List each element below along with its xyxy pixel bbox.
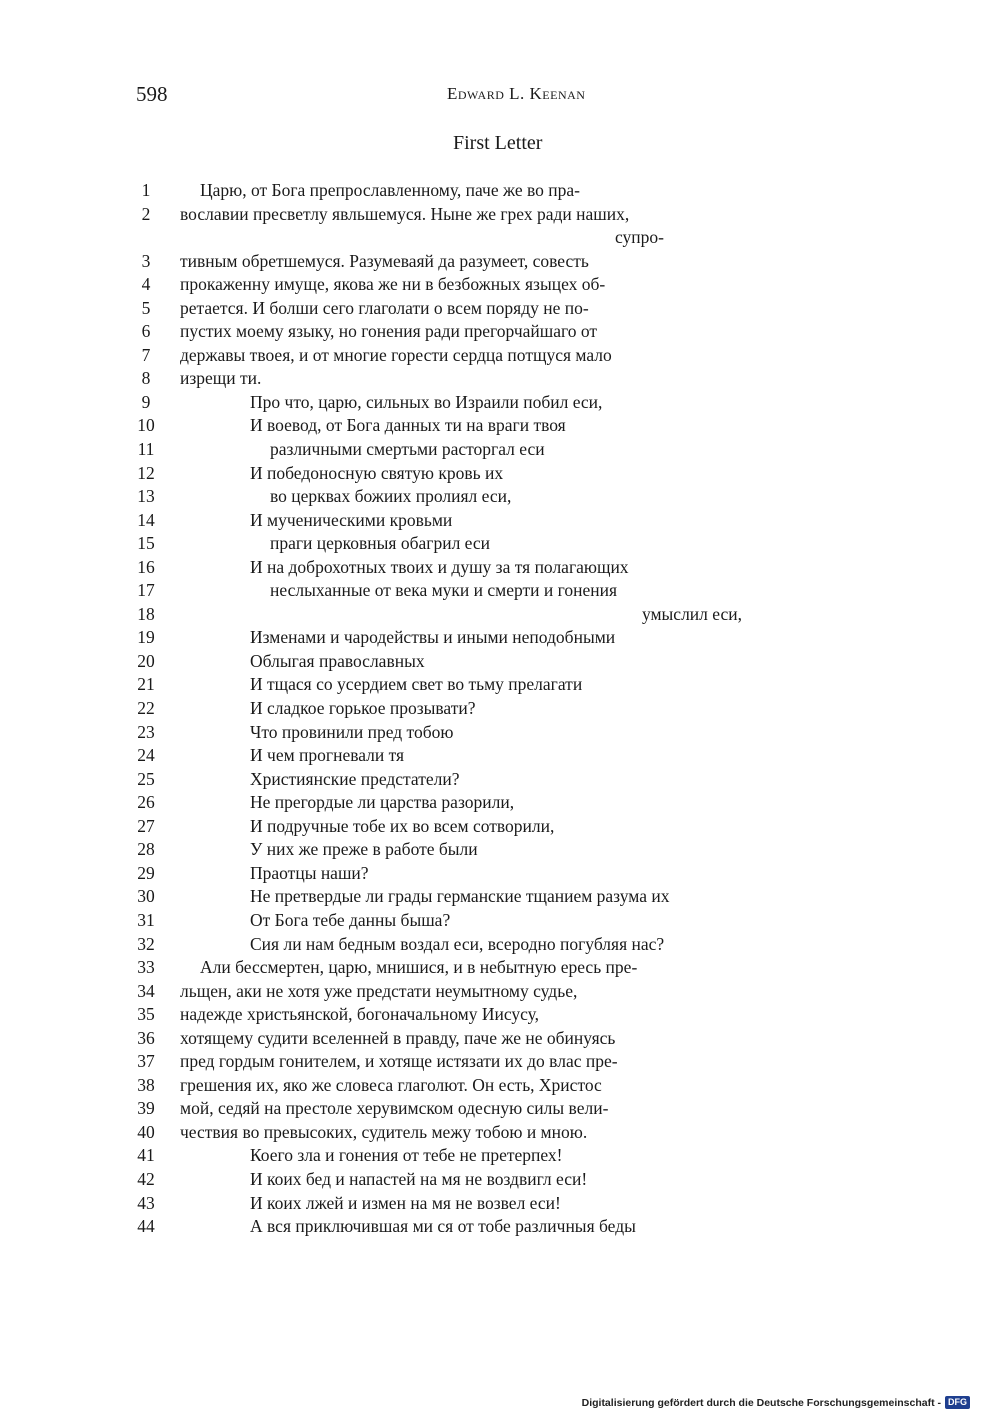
text-line [0, 626, 1000, 650]
footer-text: Digitalisierung gefördert durch die Deutsche Forschungsgemeinschaft - [581, 1396, 941, 1409]
line-text: изрещи ти. [180, 368, 262, 389]
line-number: 29 [137, 862, 155, 883]
line-text: неслыханные от века муки и смерти и гонения [270, 580, 618, 601]
line-number: 5 [141, 297, 151, 318]
text-line [0, 203, 1000, 227]
text-line [0, 1074, 1000, 1098]
line-number: 28 [137, 839, 155, 860]
line-number: 13 [137, 486, 155, 507]
line-number: 19 [137, 627, 155, 648]
line-text: хотящему судити вселенней в правду, паче же не обинуясь [180, 1027, 616, 1048]
text-line [0, 556, 1000, 580]
line-number: 34 [137, 980, 155, 1001]
line-number: 9 [141, 391, 151, 412]
text-line [0, 344, 1000, 368]
text-line [0, 179, 1000, 203]
line-number: 31 [137, 909, 155, 930]
text-line [0, 744, 1000, 768]
line-number: 26 [137, 792, 155, 813]
line-number: 38 [137, 1074, 155, 1095]
line-text: ретается. И болши сего глаголати о всем поряду не по- [180, 297, 589, 318]
line-text: праги церковныя обагрил еси [270, 533, 491, 554]
line-number: 22 [137, 698, 155, 719]
text-line [0, 1215, 1000, 1239]
text-line [0, 980, 1000, 1004]
line-number: 4 [141, 274, 151, 295]
line-number: 24 [137, 745, 155, 766]
line-number: 16 [137, 556, 155, 577]
line-text: А вся приключившая ми ся от тобе различныя беды [250, 1216, 636, 1237]
line-number: 30 [137, 886, 155, 907]
line-text: И тщася со усердием свет во тьму прелагати [250, 674, 583, 695]
text-line [0, 838, 1000, 862]
text-line [0, 391, 1000, 415]
text-line [0, 1192, 1000, 1216]
line-number: 14 [137, 509, 155, 530]
line-number: 7 [141, 344, 151, 365]
text-line [0, 603, 1000, 627]
line-number: 32 [137, 933, 155, 954]
line-text: различными смертьми расторгал еси [270, 439, 545, 460]
line-text: пустих моему языку, но гонения ради прегорчайшаго от [180, 321, 598, 342]
line-text: Изменами и чародействы и иными неподобными [250, 627, 616, 648]
line-text: пред гордым гонителем, и хотяще истязати их до влас пре- [180, 1051, 618, 1072]
line-number: 15 [137, 533, 155, 554]
line-text: И победоносную святую кровь их [250, 462, 504, 483]
text-line [0, 1121, 1000, 1145]
line-text: И подручные тобе их во всем сотворили, [250, 815, 555, 836]
text-line [0, 462, 1000, 486]
line-number: 3 [141, 250, 151, 271]
running-head: Edward L. Keenan [447, 84, 586, 103]
line-number: 39 [137, 1098, 155, 1119]
line-text: И на доброхотных твоих и душу за тя полагающих [250, 556, 629, 577]
line-number: 21 [137, 674, 155, 695]
line-number: 43 [137, 1192, 155, 1213]
text-line [0, 673, 1000, 697]
line-text: И мученическими кровьми [250, 509, 453, 530]
text-line [0, 1168, 1000, 1192]
text-line [0, 579, 1000, 603]
line-text: И сладкое горькое прозывати? [250, 698, 476, 719]
line-text: И чем прогневали тя [250, 745, 405, 766]
line-number: 23 [137, 721, 155, 742]
line-number: 41 [137, 1145, 155, 1166]
line-text: державы твоея, и от многие горести сердца потщуся мало [180, 344, 612, 365]
dfg-logo: DFG [945, 1396, 970, 1409]
line-number: 8 [141, 368, 151, 389]
text-line [0, 509, 1000, 533]
line-text: И коих бед и напастей на мя не воздвигл еси! [250, 1168, 588, 1189]
line-number: 2 [141, 203, 151, 224]
text-line [0, 367, 1000, 391]
line-number: 42 [137, 1168, 155, 1189]
line-number: 35 [137, 1004, 155, 1025]
text-line [0, 697, 1000, 721]
text-line [0, 933, 1000, 957]
text-line [0, 791, 1000, 815]
line-text: чествия во превысоких, судитель межу тобою и мною. [180, 1121, 588, 1142]
line-number: 18 [137, 603, 155, 624]
text-line [0, 250, 1000, 274]
text-line [0, 532, 1000, 556]
text-line [0, 320, 1000, 344]
text-line [0, 1097, 1000, 1121]
text-line [0, 485, 1000, 509]
text-line [0, 721, 1000, 745]
line-number: 11 [137, 439, 155, 460]
line-text: супро- [615, 227, 664, 248]
line-number: 40 [137, 1121, 155, 1142]
line-text: Християнские предстатели? [250, 768, 460, 789]
line-text: И воевод, от Бога данных ти на враги твоя [250, 415, 566, 436]
text-line [0, 909, 1000, 933]
text-line [0, 956, 1000, 980]
line-text: мой, седяй на престоле херувимском одесную силы вели- [180, 1098, 609, 1119]
text-line [0, 273, 1000, 297]
line-text: вославии пресветлу явльшемуся. Ныне же грех ради наших, [180, 203, 630, 224]
line-text: Али бессмертен, царю, мнишися, и в небытную ересь пре- [200, 957, 638, 978]
line-text: надежде христьянской, богоначальному Иисусу, [180, 1004, 540, 1025]
line-text: Сия ли нам бедным воздал еси, всеродно погубляя нас? [250, 933, 665, 954]
line-number: 33 [137, 957, 155, 978]
line-number: 17 [137, 580, 155, 601]
text-line [0, 815, 1000, 839]
line-number: 6 [141, 321, 151, 342]
line-number: 12 [137, 462, 155, 483]
line-text: И коих лжей и измен на мя не возвел еси! [250, 1192, 561, 1213]
line-text: Не прегордые ли царства разорили, [250, 792, 515, 813]
line-number: 20 [137, 650, 155, 671]
page-number: 598 [136, 82, 168, 106]
digitization-footer [582, 1396, 970, 1409]
line-text: У них же преже в работе были [250, 839, 478, 860]
text-line [0, 1027, 1000, 1051]
text-line [0, 226, 1000, 250]
line-number: 36 [137, 1027, 155, 1048]
line-text: прокаженну имуще, якова же ни в безбожных языцех об- [180, 274, 606, 295]
text-line [0, 438, 1000, 462]
text-line [0, 1003, 1000, 1027]
line-text: льщен, аки не хотя уже предстати неумытному судье, [180, 980, 578, 1001]
line-number: 27 [137, 815, 155, 836]
section-title: First Letter [453, 132, 543, 154]
line-number: 10 [137, 415, 155, 436]
line-text: Облыгая православных [250, 650, 425, 671]
line-text: тивным обретшемуся. Разумеваяй да разумеет, совесть [180, 250, 589, 271]
line-text: Праотцы наши? [250, 862, 369, 883]
text-line [0, 1050, 1000, 1074]
text-line [0, 768, 1000, 792]
line-text: Не претвердые ли грады германские тщанием разума их [250, 886, 670, 907]
line-number: 1 [141, 180, 151, 200]
line-text: Царю, от Бога препрославленному, паче же во пра- [200, 180, 580, 200]
line-text: во церквах божиих пролиял еси, [270, 486, 512, 507]
text-body [0, 179, 1000, 1239]
line-number: 25 [137, 768, 155, 789]
text-line [0, 862, 1000, 886]
line-number: 37 [137, 1051, 155, 1072]
line-text: умыслил еси, [641, 603, 742, 624]
line-number: 44 [137, 1216, 155, 1237]
text-line [0, 1144, 1000, 1168]
line-text: Коего зла и гонения от тебе не претерпех! [250, 1145, 563, 1166]
text-line [0, 885, 1000, 909]
text-line [0, 297, 1000, 321]
line-text: От Бога тебе данны быша? [250, 909, 451, 930]
text-line [0, 650, 1000, 674]
text-line [0, 414, 1000, 438]
line-text: грешения их, яко же словеса глаголют. Он есть, Христос [180, 1074, 602, 1095]
line-text: Что провинили пред тобою [250, 721, 454, 742]
line-text: Про что, царю, сильных во Израили побил еси, [250, 391, 603, 412]
